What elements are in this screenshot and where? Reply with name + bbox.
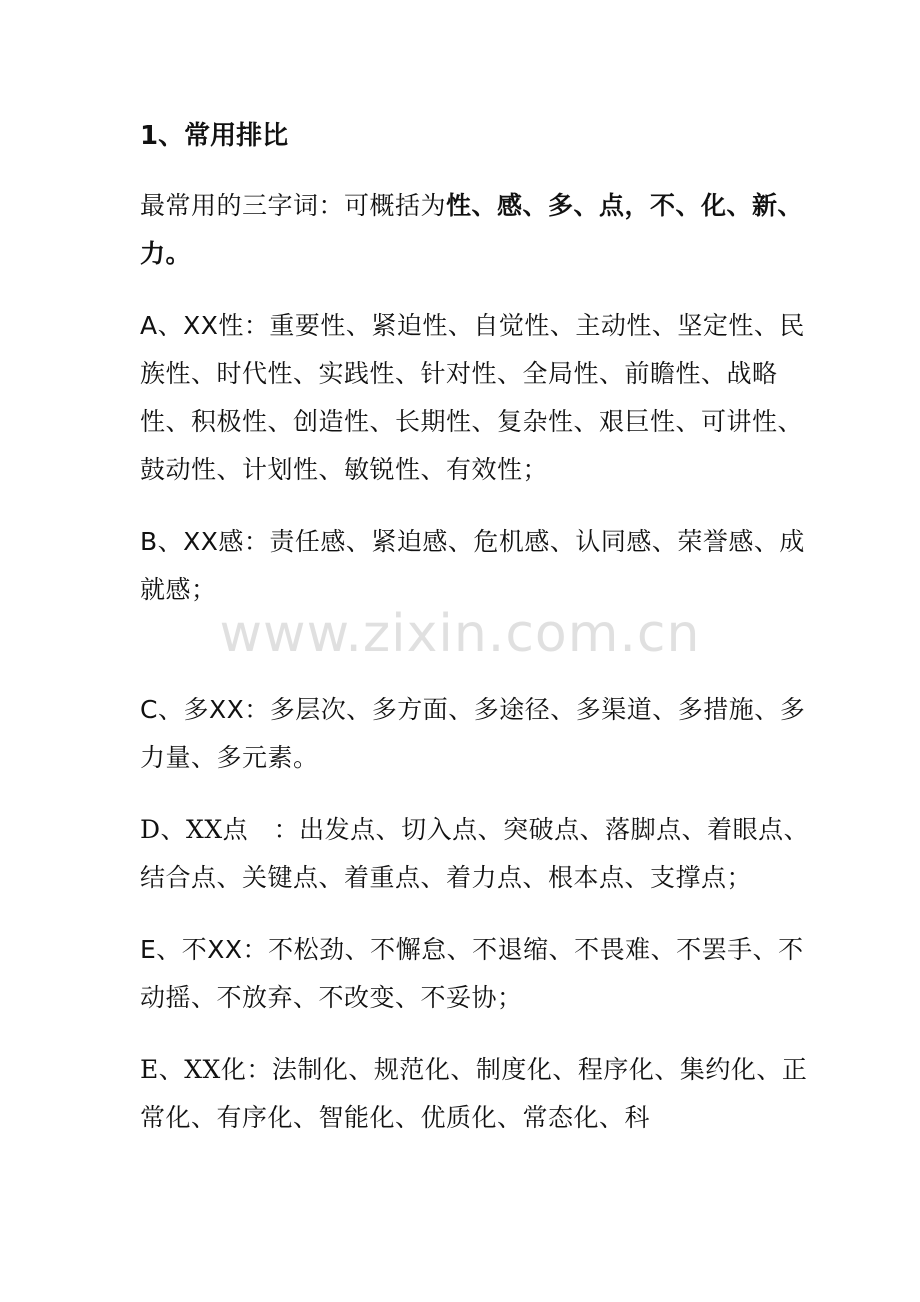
watermark-text: www.zixin.com.cn xyxy=(219,604,701,664)
item-a-paragraph xyxy=(140,302,820,494)
document-page xyxy=(140,112,820,1166)
item-e-lead: E、不XX： xyxy=(140,935,269,964)
item-e-paragraph xyxy=(140,926,820,1022)
item-d-lead: D、XX点 ： xyxy=(140,815,300,844)
item-c-paragraph xyxy=(140,686,820,782)
item-b-lead: B、XX感： xyxy=(140,527,270,556)
item-d-body: 出发点、切入点、突破点、落脚点、着眼点、结合点、关键点、着重点、着力点、根本点、支撑点； xyxy=(140,815,810,892)
item-a-body: 重要性、紧迫性、自觉性、主动性、坚定性、民族性、时代性、实践性、针对性、全局性、前瞻性、战略性、积极性、创造性、长期性、复杂性、艰巨性、可讲性、鼓动性、计划性、敏锐性、有效性； xyxy=(140,311,805,484)
item-f-body: 法制化、规范化、制度化、程序化、集约化、正常化、有序化、智能化、优质化、常态化、科 xyxy=(140,1055,808,1132)
item-c-lead: C、多XX： xyxy=(140,695,270,724)
section-heading: 1、常用排比 xyxy=(140,121,289,151)
item-b-paragraph xyxy=(140,518,820,614)
item-d-paragraph xyxy=(140,806,820,902)
item-f-lead: E、XX化： xyxy=(140,1055,272,1084)
intro-paragraph xyxy=(140,182,820,278)
intro-text: 最常用的三字词：可概括为 xyxy=(140,191,447,220)
intro-bold-terms: 性、感、多、点，不、化、新、力。 xyxy=(140,191,804,268)
item-e-body: 不松劲、不懈怠、不退缩、不畏难、不罢手、不动摇、不放弃、不改变、不妥协； xyxy=(140,935,804,1012)
item-b-body: 责任感、紧迫感、危机感、认同感、荣誉感、成就感； xyxy=(140,527,805,604)
item-f-paragraph xyxy=(140,1046,820,1142)
item-c-body: 多层次、多方面、多途径、多渠道、多措施、多力量、多元素。 xyxy=(140,695,806,772)
item-a-lead: A、XX性： xyxy=(140,311,270,340)
